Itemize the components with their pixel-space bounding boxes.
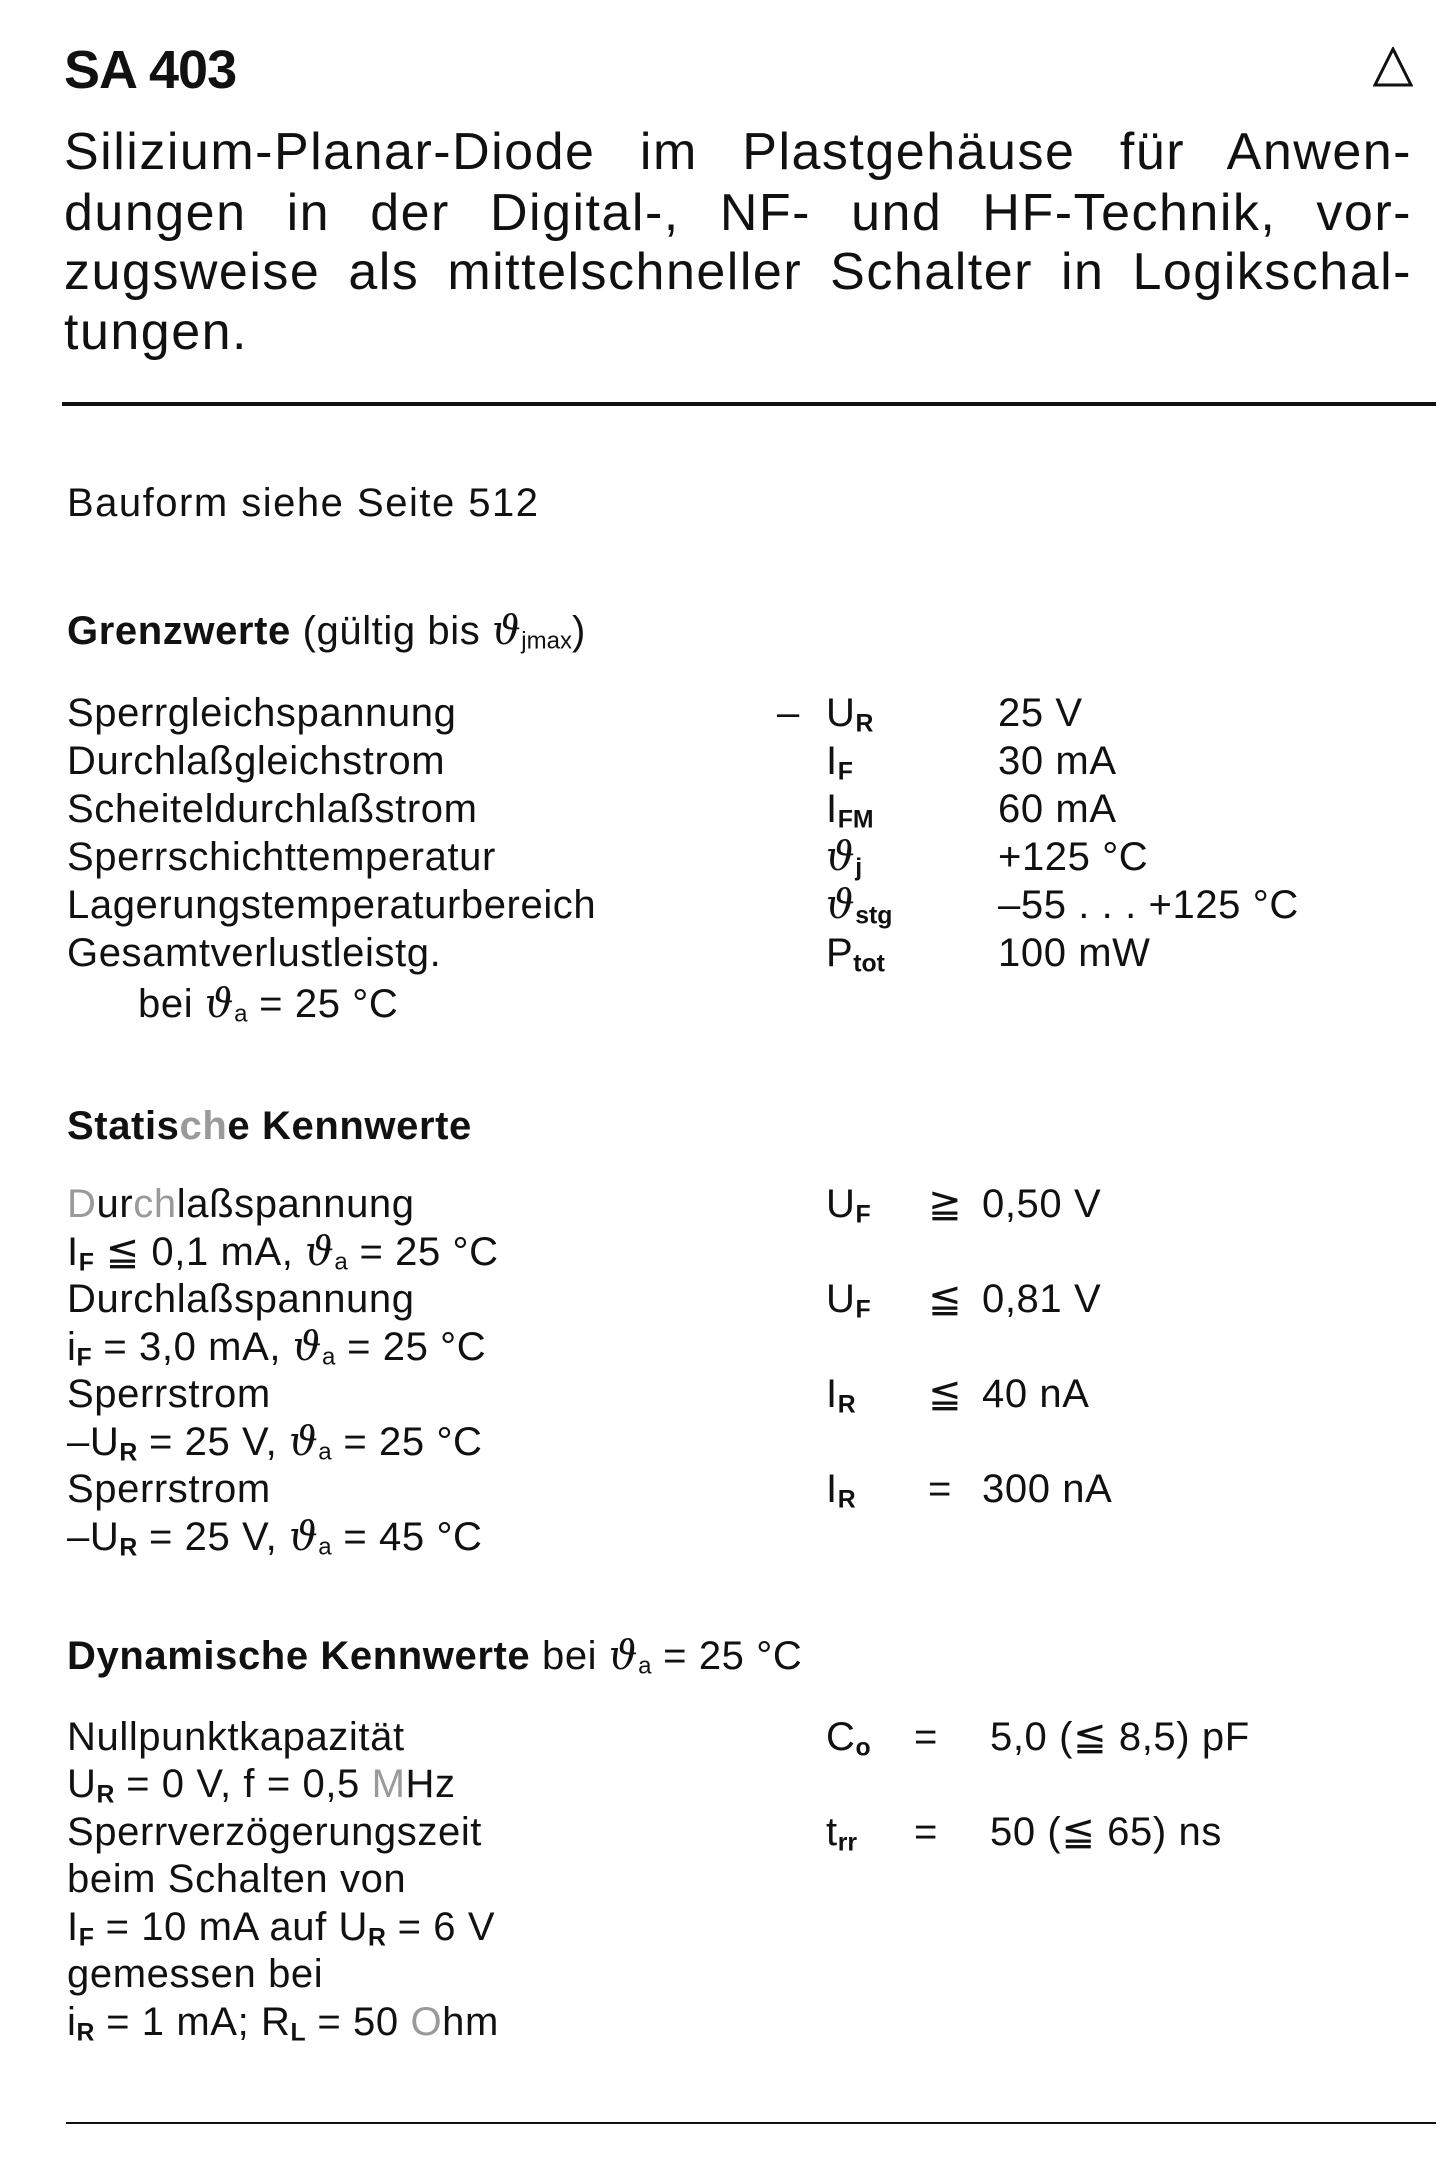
static-value: 300 nA (982, 1467, 1113, 1511)
subscript: L (290, 2019, 306, 2047)
static-relation: = (928, 1467, 952, 1511)
subscript: F (76, 1344, 92, 1372)
symbol-text: I (826, 1467, 838, 1511)
subscript: rr (837, 1829, 858, 1857)
cond-text: = 25 V, (137, 1515, 290, 1559)
symbol-text: I (826, 739, 838, 783)
static-label: Sperrstrom (67, 1467, 271, 1511)
symbol-text: ϑ (826, 882, 856, 928)
cond-text: O (410, 2000, 443, 2044)
cond-text: M (371, 1762, 406, 1806)
cond-text: U (67, 1762, 97, 1806)
cond-text: = 3,0 mA, (91, 1325, 293, 1369)
static-value: 0,81 V (982, 1277, 1102, 1321)
symbol-text: t (826, 1810, 838, 1854)
symbol-text: U (826, 1182, 856, 1226)
subscript: R (119, 1534, 138, 1562)
description-line: tungen. (64, 303, 248, 361)
cond-text: U (338, 1905, 368, 1949)
subscript: a (322, 1343, 336, 1371)
limit-sign: – (777, 691, 800, 735)
cond-text: = 0 V, f = 0,5 (114, 1762, 372, 1806)
cond-text: –U (67, 1420, 120, 1464)
cond-text: = 1 mA; (94, 2000, 261, 2044)
recovery-line3 (67, 1907, 495, 1951)
subscript: a (334, 1248, 348, 1276)
cont-text: bei (138, 982, 205, 1026)
static-relation: ≧ (928, 1182, 963, 1226)
limit-label: Gesamtverlustleistg. (67, 931, 442, 975)
static-condition (67, 1514, 483, 1562)
recovery-line4: gemessen bei (67, 1952, 324, 1996)
limits-heading-note (303, 609, 586, 653)
description-line: Silizium-Planar-Diode im Plastgehäuse für Anwen- (64, 123, 1412, 181)
recovery-line2: beim Schalten von (67, 1857, 407, 1901)
static-relation: ≦ (928, 1277, 963, 1321)
cond-text: = 25 °C (347, 1230, 499, 1274)
bottom-divider (66, 2122, 1436, 2124)
recovery-relation: = (914, 1810, 938, 1854)
theta-symbol: ϑ (492, 608, 522, 654)
subscript: R (855, 710, 874, 738)
cond-text: I (67, 1230, 79, 1274)
subscript: R (837, 1391, 856, 1419)
cond-text: i (67, 2000, 77, 2044)
recovery-value: 50 (≦ 65) ns (990, 1810, 1222, 1854)
subscript: F (837, 758, 853, 786)
static-condition (67, 1324, 487, 1372)
subscript: tot (853, 950, 885, 978)
static-symbol (826, 1469, 856, 1513)
cond-text: I (67, 1905, 79, 1949)
subscript: R (119, 1439, 138, 1467)
label-part: ch (133, 1182, 177, 1226)
note-text: bei (530, 1634, 609, 1678)
limit-symbol (826, 834, 863, 882)
static-relation: ≦ (928, 1372, 963, 1416)
cond-text: ϑ (289, 1419, 319, 1465)
subscript: o (855, 1734, 871, 1762)
symbol-text: C (826, 1715, 856, 1759)
note-text: (gültig bis (302, 609, 493, 653)
cond-text: hm (442, 2000, 499, 2044)
limit-value: 100 mW (998, 931, 1151, 975)
cond-text: ϑ (305, 1229, 335, 1275)
subscript: R (76, 2019, 95, 2047)
heading-part: e Kennwerte (227, 1104, 472, 1148)
subscript: stg (855, 902, 893, 930)
cond-text: = 50 (305, 2000, 411, 2044)
limit-label: Scheiteldurchlaßstrom (67, 787, 478, 831)
dynamic-heading (67, 1633, 803, 1680)
package-reference: Bauform siehe Seite 512 (67, 481, 540, 525)
part-number: SA 403 (64, 40, 237, 100)
limits-heading (67, 608, 586, 655)
symbol-text: I (826, 1372, 838, 1416)
limit-value: 60 mA (998, 787, 1117, 831)
subscript: R (368, 1924, 386, 1952)
static-label: Sperrstrom (67, 1372, 271, 1416)
note-text: ) (571, 609, 586, 653)
limit-value: 30 mA (998, 739, 1117, 783)
static-value: 40 nA (982, 1372, 1090, 1416)
subscript: a (318, 1438, 332, 1466)
subscript: F (78, 1924, 94, 1952)
subscript: a (638, 1652, 652, 1680)
limit-symbol (826, 933, 885, 977)
static-symbol (826, 1279, 871, 1323)
label-part: ur (96, 1182, 134, 1226)
limit-symbol (826, 741, 853, 785)
recovery-line5 (67, 2002, 499, 2046)
static-value: 0,50 V (982, 1182, 1102, 1226)
cond-text: = 10 mA auf (93, 1905, 339, 1949)
capacitance-relation: = (914, 1715, 938, 1759)
cond-text: Hz (405, 1762, 456, 1806)
cond-text: = 25 °C (331, 1420, 483, 1464)
heading-part: Statis (67, 1104, 180, 1148)
limit-label: Lagerungstemperaturbereich (67, 883, 597, 927)
top-divider (62, 402, 1436, 406)
label-part: laßspannung (176, 1182, 415, 1226)
subscript: F (78, 1249, 94, 1277)
label-part: D (67, 1182, 97, 1226)
limits-heading-title: Grenzwerte (67, 609, 291, 653)
static-label (67, 1184, 415, 1224)
cond-text: –U (67, 1515, 120, 1559)
description-line: zugsweise als mittelschneller Schalter in Logikschal- (64, 243, 1412, 301)
limit-symbol (826, 789, 874, 833)
static-condition (67, 1229, 499, 1277)
static-symbol (826, 1374, 856, 1418)
subscript: jmax (521, 627, 572, 655)
symbol-text: P (826, 931, 854, 975)
static-condition (67, 1419, 483, 1467)
symbol-text: U (826, 691, 856, 735)
subscript: R (96, 1781, 115, 1809)
triangle-outline-icon (1373, 47, 1413, 87)
limits-continuation (138, 981, 399, 1028)
cond-text: R (261, 2000, 291, 2044)
limit-symbol (826, 693, 873, 737)
cond-text: = 6 V (385, 1905, 496, 1949)
cond-text: ϑ (292, 1324, 322, 1370)
cond-text: ϑ (289, 1514, 319, 1560)
subscript: a (318, 1533, 332, 1561)
limit-value: +125 °C (998, 835, 1149, 879)
limit-label: Sperrgleichspannung (67, 691, 457, 735)
limit-value: –55 . . . +125 °C (998, 883, 1299, 927)
limit-symbol (826, 882, 893, 930)
subscript: j (855, 854, 863, 882)
recovery-symbol (826, 1812, 857, 1856)
subscript: F (855, 1201, 871, 1229)
static-label: Durchlaßspannung (67, 1277, 415, 1321)
cont-text: = 25 °C (247, 982, 399, 1026)
recovery-label: Sperrverzögerungszeit (67, 1810, 483, 1854)
cond-text: i (67, 1325, 77, 1369)
cond-text: ≦ 0,1 mA, (93, 1230, 306, 1274)
capacitance-symbol (826, 1717, 871, 1761)
subscript: a (234, 1000, 248, 1028)
description-line: dungen in der Digital-, NF- und HF-Technik, vor- (64, 184, 1412, 242)
subscript: F (855, 1296, 871, 1324)
theta-symbol: ϑ (608, 1633, 639, 1679)
heading-part: ch (179, 1104, 228, 1148)
symbol-text: ϑ (826, 834, 856, 880)
subscript: FM (837, 806, 874, 834)
theta-symbol: ϑ (204, 981, 235, 1027)
capacitance-value: 5,0 (≦ 8,5) pF (990, 1715, 1250, 1759)
capacitance-label: Nullpunktkapazität (67, 1715, 405, 1759)
symbol-text: U (826, 1277, 856, 1321)
limit-value: 25 V (998, 691, 1083, 735)
note-text: = 25 °C (651, 1634, 803, 1678)
capacitance-condition (67, 1764, 456, 1808)
cond-text: = 25 °C (335, 1325, 487, 1369)
cond-text: = 45 °C (331, 1515, 483, 1559)
limit-label: Durchlaßgleichstrom (67, 739, 446, 783)
cond-text: = 25 V, (137, 1420, 290, 1464)
limit-label: Sperrschichttemperatur (67, 835, 496, 879)
subscript: R (837, 1486, 856, 1514)
static-symbol (826, 1184, 871, 1228)
symbol-text: I (826, 787, 838, 831)
dynamic-heading-title: Dynamische Kennwerte (67, 1634, 531, 1678)
static-heading (67, 1106, 472, 1146)
